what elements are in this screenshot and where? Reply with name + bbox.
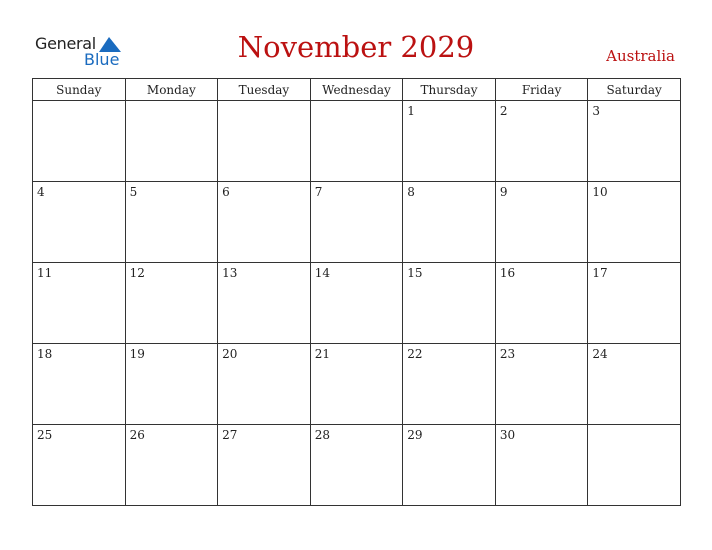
- day-cell: 27: [218, 425, 311, 506]
- day-cell: 15: [403, 263, 496, 344]
- day-cell: 14: [310, 263, 403, 344]
- day-cell: 30: [495, 425, 588, 506]
- calendar-title: November 2029: [237, 30, 475, 64]
- week-row: [33, 101, 681, 182]
- day-cell: [33, 101, 126, 182]
- logo-text-general: General: [35, 34, 96, 53]
- day-cell: 23: [495, 344, 588, 425]
- day-cell: 2: [495, 101, 588, 182]
- week-row: [33, 344, 681, 425]
- weekday-header: Saturday: [588, 79, 681, 101]
- weekday-header: Thursday: [403, 79, 496, 101]
- day-cell: 13: [218, 263, 311, 344]
- day-cell: [588, 425, 681, 506]
- day-cell: 8: [403, 182, 496, 263]
- weekday-header: Tuesday: [218, 79, 311, 101]
- day-cell: 5: [125, 182, 218, 263]
- day-cell: 6: [218, 182, 311, 263]
- day-cell: 21: [310, 344, 403, 425]
- weekday-header: Friday: [495, 79, 588, 101]
- weekday-header: Sunday: [33, 79, 126, 101]
- day-cell: [218, 101, 311, 182]
- day-cell: [310, 101, 403, 182]
- calendar-grid: [32, 78, 681, 506]
- day-cell: [125, 101, 218, 182]
- day-cell: 24: [588, 344, 681, 425]
- day-cell: 12: [125, 263, 218, 344]
- day-cell: 22: [403, 344, 496, 425]
- day-cell: 10: [588, 182, 681, 263]
- day-cell: 4: [33, 182, 126, 263]
- day-cell: 29: [403, 425, 496, 506]
- day-cell: 28: [310, 425, 403, 506]
- country-label: Australia: [606, 47, 675, 65]
- weekday-header: Wednesday: [310, 79, 403, 101]
- day-cell: 16: [495, 263, 588, 344]
- day-cell: 1: [403, 101, 496, 182]
- day-cell: 11: [33, 263, 126, 344]
- logo-text-blue: Blue: [84, 50, 120, 69]
- day-cell: 19: [125, 344, 218, 425]
- day-cell: 20: [218, 344, 311, 425]
- week-row: [33, 263, 681, 344]
- day-cell: 3: [588, 101, 681, 182]
- weekday-header-row: [33, 79, 681, 101]
- day-cell: 17: [588, 263, 681, 344]
- weekday-header: Monday: [125, 79, 218, 101]
- day-cell: 18: [33, 344, 126, 425]
- day-cell: 25: [33, 425, 126, 506]
- week-row: [33, 425, 681, 506]
- day-cell: 26: [125, 425, 218, 506]
- week-row: [33, 182, 681, 263]
- day-cell: 9: [495, 182, 588, 263]
- day-cell: 7: [310, 182, 403, 263]
